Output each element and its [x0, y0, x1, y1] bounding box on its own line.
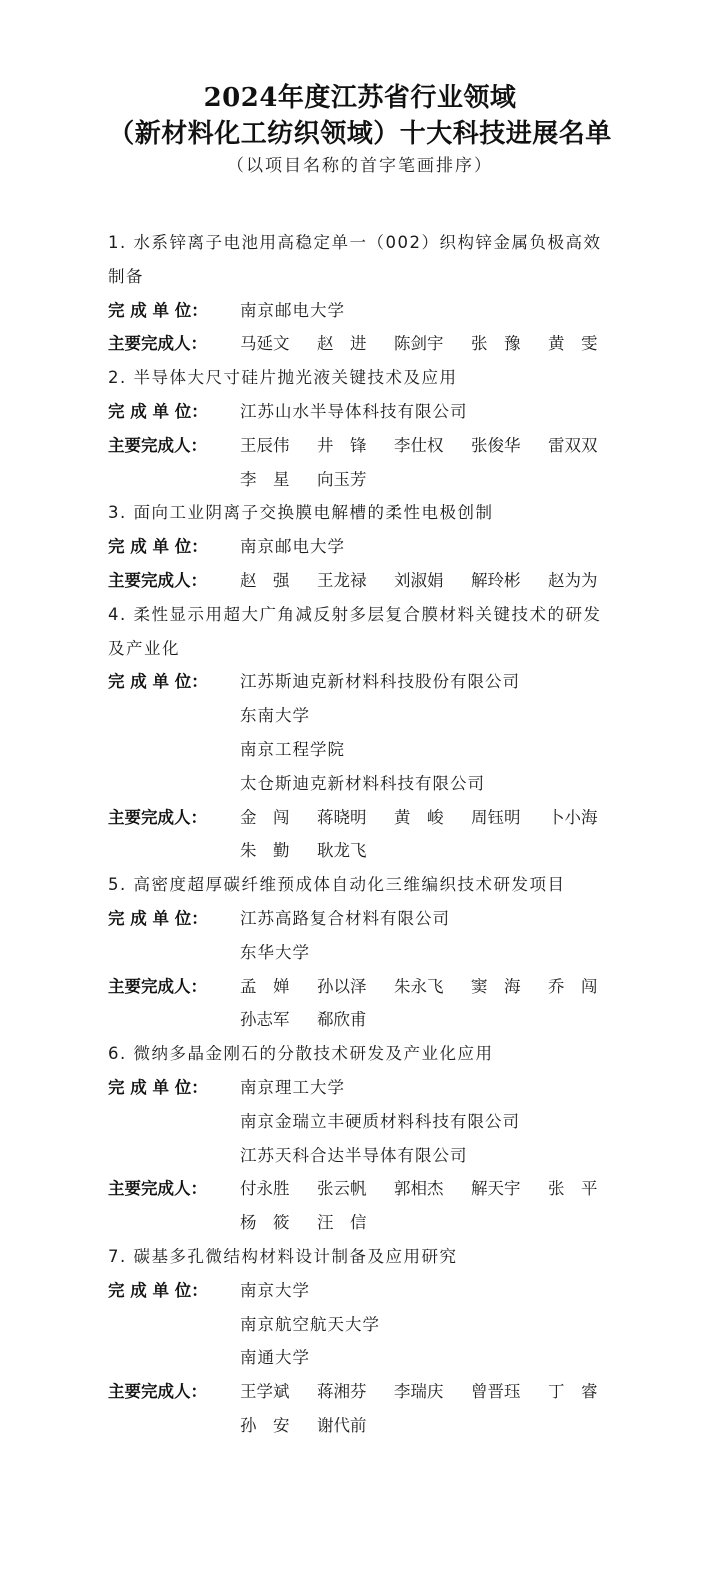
person-name: 蒋湘芬: [317, 1382, 367, 1402]
main-people-label: 主要完成人：: [108, 1382, 207, 1402]
completing-units-label: 完 成 单 位：: [108, 401, 208, 421]
main-people-list: [240, 1375, 608, 1443]
person-name: 陈剑宇: [394, 334, 444, 354]
completing-units-label: 完 成 单 位：: [108, 537, 208, 557]
project-entry: [108, 868, 608, 1037]
completing-units-row: [108, 294, 608, 328]
person-name: 解玲彬: [471, 570, 521, 590]
project-entry: [108, 1240, 608, 1443]
completing-units-list: [240, 294, 608, 328]
completing-units-list: [240, 665, 608, 800]
completing-units-row: [108, 665, 608, 800]
person-name: 张俊华: [471, 435, 521, 455]
person-name: 孙以泽: [317, 976, 367, 996]
person-name: 付永胜: [240, 1179, 290, 1199]
person-name: 雷双双: [548, 435, 598, 455]
completing-unit: 南京工程学院: [240, 739, 345, 759]
project-title: 5. 高密度超厚碳纤维预成体自动化三维编织技术研发项目: [108, 875, 566, 895]
completing-units-label: 完 成 单 位：: [108, 1077, 208, 1097]
person-name: 曾晋珏: [471, 1382, 521, 1402]
completing-units-list: [240, 530, 608, 564]
person-name: 李瑞庆: [394, 1382, 444, 1402]
main-people-row: [108, 970, 608, 1038]
person-name: 乔 闯: [548, 976, 598, 996]
main-people-label: 主要完成人：: [108, 334, 207, 354]
person-name: 卜小海: [548, 807, 598, 827]
person-name: 金 闯: [240, 807, 290, 827]
project-title: 3. 面向工业阴离子交换膜电解槽的柔性电极创制: [108, 503, 494, 523]
completing-unit: 江苏高路复合材料有限公司: [240, 908, 450, 928]
completing-units-label: 完 成 单 位：: [108, 1280, 208, 1300]
completing-units-label: 完 成 单 位：: [108, 300, 208, 320]
project-entry: [108, 226, 608, 361]
person-name: 窦 海: [471, 976, 521, 996]
person-name: 王龙禄: [317, 570, 367, 590]
person-name: 李仕权: [394, 435, 444, 455]
main-people-label: 主要完成人：: [108, 1179, 207, 1199]
completing-units-row: [108, 1071, 608, 1172]
completing-units-row: [108, 1274, 608, 1375]
project-entry: [108, 598, 608, 868]
completing-unit: 南京理工大学: [240, 1077, 345, 1097]
completing-unit: 东华大学: [240, 942, 310, 962]
completing-units-row: [108, 902, 608, 970]
main-people-label: 主要完成人：: [108, 570, 207, 590]
completing-units-row: [108, 530, 608, 564]
person-name: 刘淑娟: [394, 570, 444, 590]
person-name: 张云帆: [317, 1179, 367, 1199]
project-title: 7. 碳基多孔微结构材料设计制备及应用研究: [108, 1246, 458, 1266]
person-name: 赵 强: [240, 570, 290, 590]
main-people-row: [108, 801, 608, 869]
person-name: 黄 峻: [394, 807, 444, 827]
completing-units-list: [240, 1274, 608, 1375]
person-name: 向玉芳: [317, 469, 367, 489]
person-name: 赵 进: [317, 334, 367, 354]
person-name: 丁 睿: [548, 1382, 598, 1402]
person-name: 孙志军: [240, 1010, 290, 1030]
person-name: 张 平: [548, 1179, 598, 1199]
person-name: 蒋晓明: [317, 807, 367, 827]
person-name: 孟 婵: [240, 976, 290, 996]
main-people-row: [108, 1375, 608, 1443]
completing-unit: 南京大学: [240, 1280, 310, 1300]
main-people-row: [108, 1172, 608, 1240]
document-title-line2: （新材料化工纺织领域）十大科技进展名单: [108, 119, 612, 149]
project-entry: [108, 361, 608, 496]
project-entry: [108, 496, 608, 597]
person-name: 耿龙飞: [317, 841, 367, 861]
completing-unit: 南京航空航天大学: [240, 1314, 380, 1334]
person-name: 汪 信: [317, 1213, 367, 1233]
person-name: 黄 雯: [548, 334, 598, 354]
completing-units-list: [240, 395, 608, 429]
main-people-row: [108, 327, 608, 361]
person-name: 周钰明: [471, 807, 521, 827]
person-name: 李 星: [240, 469, 290, 489]
main-people-row: [108, 564, 608, 598]
person-name: 马延文: [240, 334, 290, 354]
main-people-list: [240, 564, 608, 598]
completing-unit: 江苏山水半导体科技有限公司: [240, 401, 468, 421]
completing-units-row: [108, 395, 608, 429]
main-people-label: 主要完成人：: [108, 435, 207, 455]
person-name: 王学斌: [240, 1382, 290, 1402]
person-name: 谢代前: [317, 1415, 367, 1435]
completing-unit: 南京邮电大学: [240, 537, 345, 557]
completing-unit: 太仓斯迪克新材料科技有限公司: [240, 773, 485, 793]
project-title: 1. 水系锌离子电池用高稳定单一（002）织构锌金属负极高效制备: [108, 233, 602, 286]
person-name: 王辰伟: [240, 435, 290, 455]
document-header: [0, 80, 720, 180]
document-subtitle: （以项目名称的首字笔画排序）: [227, 156, 493, 176]
completing-unit: 江苏天科合达半导体有限公司: [240, 1145, 468, 1165]
person-name: 杨 筱: [240, 1213, 290, 1233]
completing-units-list: [240, 902, 608, 970]
main-people-list: [240, 970, 608, 1038]
person-name: 解天宇: [471, 1179, 521, 1199]
completing-units-list: [240, 1071, 608, 1172]
person-name: 朱 勤: [240, 841, 290, 861]
completing-unit: 东南大学: [240, 706, 310, 726]
person-name: 郗欣甫: [317, 1010, 367, 1030]
person-name: 井 锋: [317, 435, 367, 455]
person-name: 张 豫: [471, 334, 521, 354]
main-people-list: [240, 327, 608, 361]
main-people-label: 主要完成人：: [108, 976, 207, 996]
project-title: 2. 半导体大尺寸硅片抛光液关键技术及应用: [108, 368, 458, 388]
person-name: 赵为为: [548, 570, 598, 590]
completing-unit: 南通大学: [240, 1348, 310, 1368]
project-list: [108, 226, 608, 1443]
main-people-label: 主要完成人：: [108, 807, 207, 827]
completing-unit: 南京邮电大学: [240, 300, 345, 320]
project-title: 6. 微纳多晶金刚石的分散技术研发及产业化应用: [108, 1044, 494, 1064]
person-name: 郭相杰: [394, 1179, 444, 1199]
completing-unit: 南京金瑞立丰硬质材料科技有限公司: [240, 1111, 520, 1131]
project-entry: [108, 1037, 608, 1240]
completing-units-label: 完 成 单 位：: [108, 672, 208, 692]
completing-unit: 江苏斯迪克新材料科技股份有限公司: [240, 672, 520, 692]
main-people-list: [240, 801, 608, 869]
person-name: 孙 安: [240, 1415, 290, 1435]
project-title: 4. 柔性显示用超大广角减反射多层复合膜材料关键技术的研发及产业化: [108, 604, 602, 658]
main-people-row: [108, 429, 608, 497]
main-people-list: [240, 1172, 608, 1240]
person-name: 朱永飞: [394, 976, 444, 996]
main-people-list: [240, 429, 608, 497]
completing-units-label: 完 成 单 位：: [108, 908, 208, 928]
document-title-line1: 2024年度江苏省行业领域: [203, 83, 517, 113]
